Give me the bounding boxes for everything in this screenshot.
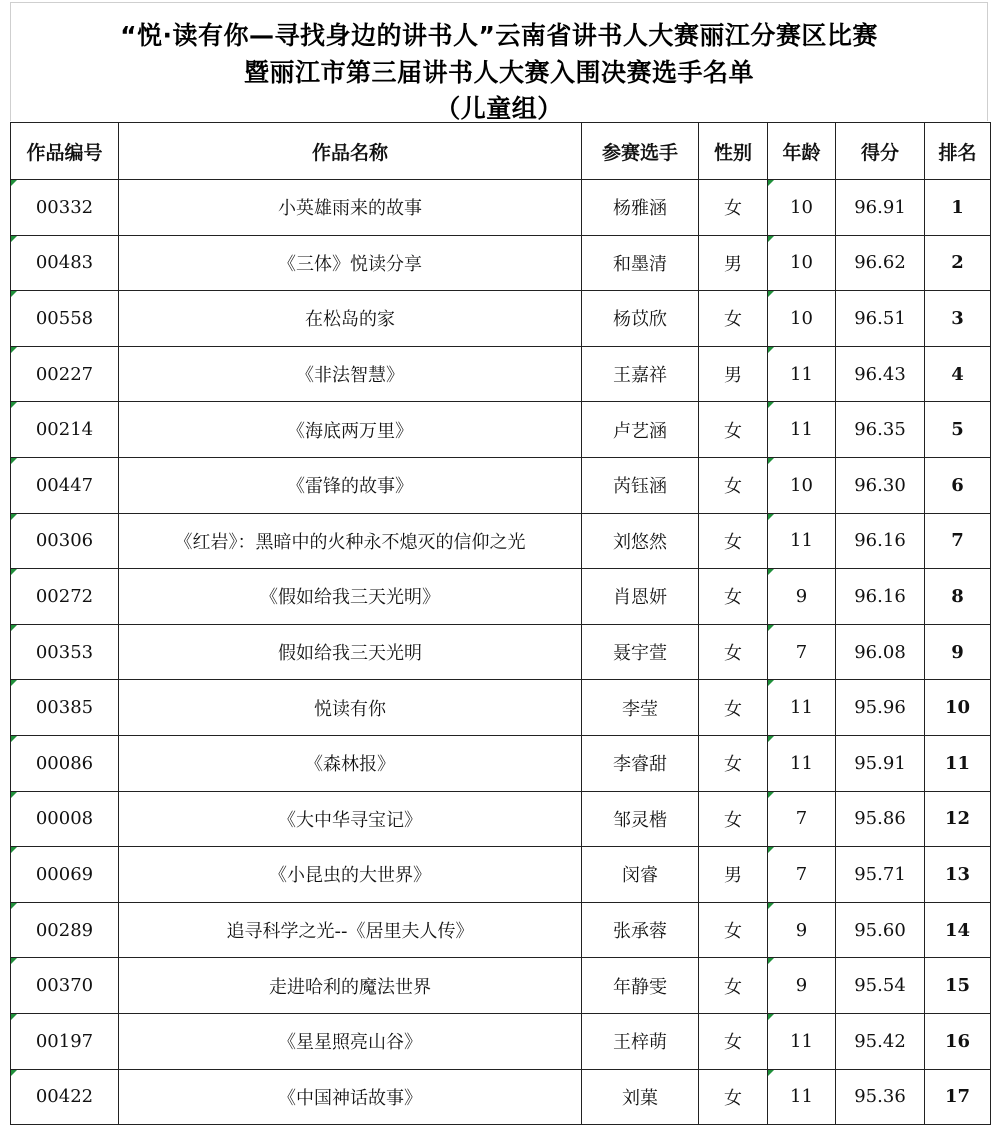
table-row — [11, 791, 991, 847]
cell-score: 96.51 — [836, 291, 925, 347]
cell-score: 96.35 — [836, 402, 925, 458]
cell-rank: 17 — [925, 1069, 991, 1125]
cell-rank: 13 — [925, 847, 991, 903]
cell-work-id: 00272 — [11, 569, 119, 625]
title-line-1: “悦·读有你—寻找身边的讲书人”云南省讲书人大赛丽江分赛区比赛 — [120, 21, 878, 50]
cell-score: 96.08 — [836, 624, 925, 680]
cell-work-id: 00422 — [11, 1069, 119, 1125]
cell-rank: 8 — [925, 569, 991, 625]
table-row — [11, 1069, 991, 1125]
cell-contestant: 聂宇萱 — [582, 624, 699, 680]
cell-age: 10 — [768, 180, 836, 236]
cell-work-title: 《红岩》：黑暗中的火种永不熄灭的信仰之光 — [119, 513, 582, 569]
header-cell-gender: 性别 — [699, 123, 768, 180]
header-cell-contestant: 参赛选手 — [582, 123, 699, 180]
cell-contestant: 李睿甜 — [582, 735, 699, 791]
table-row — [11, 624, 991, 680]
cell-work-title: 《小昆虫的大世界》 — [119, 847, 582, 903]
cell-score: 95.36 — [836, 1069, 925, 1125]
cell-rank: 9 — [925, 624, 991, 680]
cell-work-title: 《海底两万里》 — [119, 402, 582, 458]
cell-score: 95.71 — [836, 847, 925, 903]
document-sheet — [10, 2, 990, 1126]
cell-gender: 女 — [699, 1013, 768, 1069]
header-cell-id: 作品编号 — [11, 123, 119, 180]
cell-gender: 女 — [699, 457, 768, 513]
cell-score: 95.54 — [836, 958, 925, 1014]
table-row — [11, 346, 991, 402]
cell-age: 11 — [768, 402, 836, 458]
table-row — [11, 457, 991, 513]
cell-gender: 女 — [699, 735, 768, 791]
cell-contestant: 肖恩妍 — [582, 569, 699, 625]
cell-contestant: 闵睿 — [582, 847, 699, 903]
table-row — [11, 1013, 991, 1069]
table-header-row — [11, 123, 991, 180]
cell-rank: 11 — [925, 735, 991, 791]
cell-work-id: 00447 — [11, 457, 119, 513]
cell-contestant: 王梓萌 — [582, 1013, 699, 1069]
table-row — [11, 402, 991, 458]
cell-age: 9 — [768, 958, 836, 1014]
cell-age: 11 — [768, 680, 836, 736]
cell-gender: 女 — [699, 402, 768, 458]
cell-age: 10 — [768, 457, 836, 513]
cell-contestant: 杨雅涵 — [582, 180, 699, 236]
cell-age: 11 — [768, 1069, 836, 1125]
cell-score: 96.91 — [836, 180, 925, 236]
cell-gender: 女 — [699, 180, 768, 236]
cell-work-id: 00558 — [11, 291, 119, 347]
cell-contestant: 李莹 — [582, 680, 699, 736]
cell-gender: 女 — [699, 1069, 768, 1125]
cell-work-id: 00227 — [11, 346, 119, 402]
cell-work-id: 00289 — [11, 902, 119, 958]
cell-gender: 女 — [699, 958, 768, 1014]
cell-rank: 15 — [925, 958, 991, 1014]
cell-rank: 5 — [925, 402, 991, 458]
cell-gender: 男 — [699, 235, 768, 291]
table-row — [11, 680, 991, 736]
table-row — [11, 291, 991, 347]
cell-work-title: 《中国神话故事》 — [119, 1069, 582, 1125]
cell-work-id: 00008 — [11, 791, 119, 847]
cell-work-title: 《星星照亮山谷》 — [119, 1013, 582, 1069]
cell-work-id: 00197 — [11, 1013, 119, 1069]
header-cell-rank: 排名 — [925, 123, 991, 180]
cell-work-title: 悦读有你 — [119, 680, 582, 736]
table-row — [11, 958, 991, 1014]
cell-contestant: 邹灵楷 — [582, 791, 699, 847]
cell-age: 11 — [768, 1013, 836, 1069]
table-row — [11, 180, 991, 236]
cell-score: 95.42 — [836, 1013, 925, 1069]
cell-age: 10 — [768, 291, 836, 347]
cell-contestant: 杨苡欣 — [582, 291, 699, 347]
cell-score: 96.30 — [836, 457, 925, 513]
cell-gender: 女 — [699, 791, 768, 847]
cell-work-title: 《假如给我三天光明》 — [119, 569, 582, 625]
cell-gender: 男 — [699, 847, 768, 903]
cell-gender: 女 — [699, 902, 768, 958]
table-body — [11, 180, 991, 1125]
cell-work-title: 假如给我三天光明 — [119, 624, 582, 680]
cell-rank: 10 — [925, 680, 991, 736]
cell-contestant: 芮钰涵 — [582, 457, 699, 513]
cell-work-title: 《非法智慧》 — [119, 346, 582, 402]
cell-work-title: 《大中华寻宝记》 — [119, 791, 582, 847]
cell-rank: 1 — [925, 180, 991, 236]
cell-gender: 女 — [699, 569, 768, 625]
cell-rank: 3 — [925, 291, 991, 347]
cell-contestant: 刘菓 — [582, 1069, 699, 1125]
cell-contestant: 和墨清 — [582, 235, 699, 291]
cell-age: 10 — [768, 235, 836, 291]
cell-work-title: 小英雄雨来的故事 — [119, 180, 582, 236]
header-cell-work: 作品名称 — [119, 123, 582, 180]
cell-age: 9 — [768, 902, 836, 958]
finalists-table — [10, 122, 991, 1125]
cell-age: 7 — [768, 791, 836, 847]
table-row — [11, 235, 991, 291]
cell-work-id: 00086 — [11, 735, 119, 791]
table-row — [11, 902, 991, 958]
cell-age: 11 — [768, 346, 836, 402]
cell-work-title: 走进哈利的魔法世界 — [119, 958, 582, 1014]
table-row — [11, 735, 991, 791]
cell-contestant: 王嘉祥 — [582, 346, 699, 402]
table-row — [11, 847, 991, 903]
cell-gender: 女 — [699, 291, 768, 347]
cell-age: 7 — [768, 624, 836, 680]
header-cell-score: 得分 — [836, 123, 925, 180]
cell-rank: 6 — [925, 457, 991, 513]
cell-work-id: 00370 — [11, 958, 119, 1014]
cell-score: 96.16 — [836, 513, 925, 569]
table-row — [11, 569, 991, 625]
cell-work-id: 00332 — [11, 180, 119, 236]
cell-work-title: 《森林报》 — [119, 735, 582, 791]
cell-work-title: 追寻科学之光--《居里夫人传》 — [119, 902, 582, 958]
cell-age: 11 — [768, 513, 836, 569]
cell-rank: 16 — [925, 1013, 991, 1069]
cell-score: 96.43 — [836, 346, 925, 402]
cell-score: 96.62 — [836, 235, 925, 291]
cell-contestant: 刘悠然 — [582, 513, 699, 569]
cell-age: 11 — [768, 735, 836, 791]
cell-rank: 7 — [925, 513, 991, 569]
cell-contestant: 张承蓉 — [582, 902, 699, 958]
cell-rank: 4 — [925, 346, 991, 402]
cell-work-title: 在松岛的家 — [119, 291, 582, 347]
cell-work-id: 00353 — [11, 624, 119, 680]
cell-gender: 女 — [699, 680, 768, 736]
table-row — [11, 513, 991, 569]
cell-score: 96.16 — [836, 569, 925, 625]
cell-rank: 12 — [925, 791, 991, 847]
title-block — [10, 2, 988, 121]
cell-rank: 2 — [925, 235, 991, 291]
cell-age: 9 — [768, 569, 836, 625]
cell-gender: 女 — [699, 513, 768, 569]
title-line-3: （儿童组） — [435, 94, 563, 123]
cell-score: 95.60 — [836, 902, 925, 958]
title-line-2: 暨丽江市第三届讲书人大赛入围决赛选手名单 — [243, 58, 754, 87]
cell-contestant: 卢艺涵 — [582, 402, 699, 458]
cell-work-title: 《雷锋的故事》 — [119, 457, 582, 513]
cell-score: 95.91 — [836, 735, 925, 791]
cell-score: 95.86 — [836, 791, 925, 847]
cell-rank: 14 — [925, 902, 991, 958]
cell-work-id: 00306 — [11, 513, 119, 569]
cell-contestant: 年静雯 — [582, 958, 699, 1014]
cell-gender: 女 — [699, 624, 768, 680]
cell-gender: 男 — [699, 346, 768, 402]
cell-work-title: 《三体》悦读分享 — [119, 235, 582, 291]
cell-age: 7 — [768, 847, 836, 903]
header-cell-age: 年龄 — [768, 123, 836, 180]
cell-work-id: 00214 — [11, 402, 119, 458]
cell-work-id: 00069 — [11, 847, 119, 903]
cell-score: 95.96 — [836, 680, 925, 736]
cell-work-id: 00385 — [11, 680, 119, 736]
cell-work-id: 00483 — [11, 235, 119, 291]
